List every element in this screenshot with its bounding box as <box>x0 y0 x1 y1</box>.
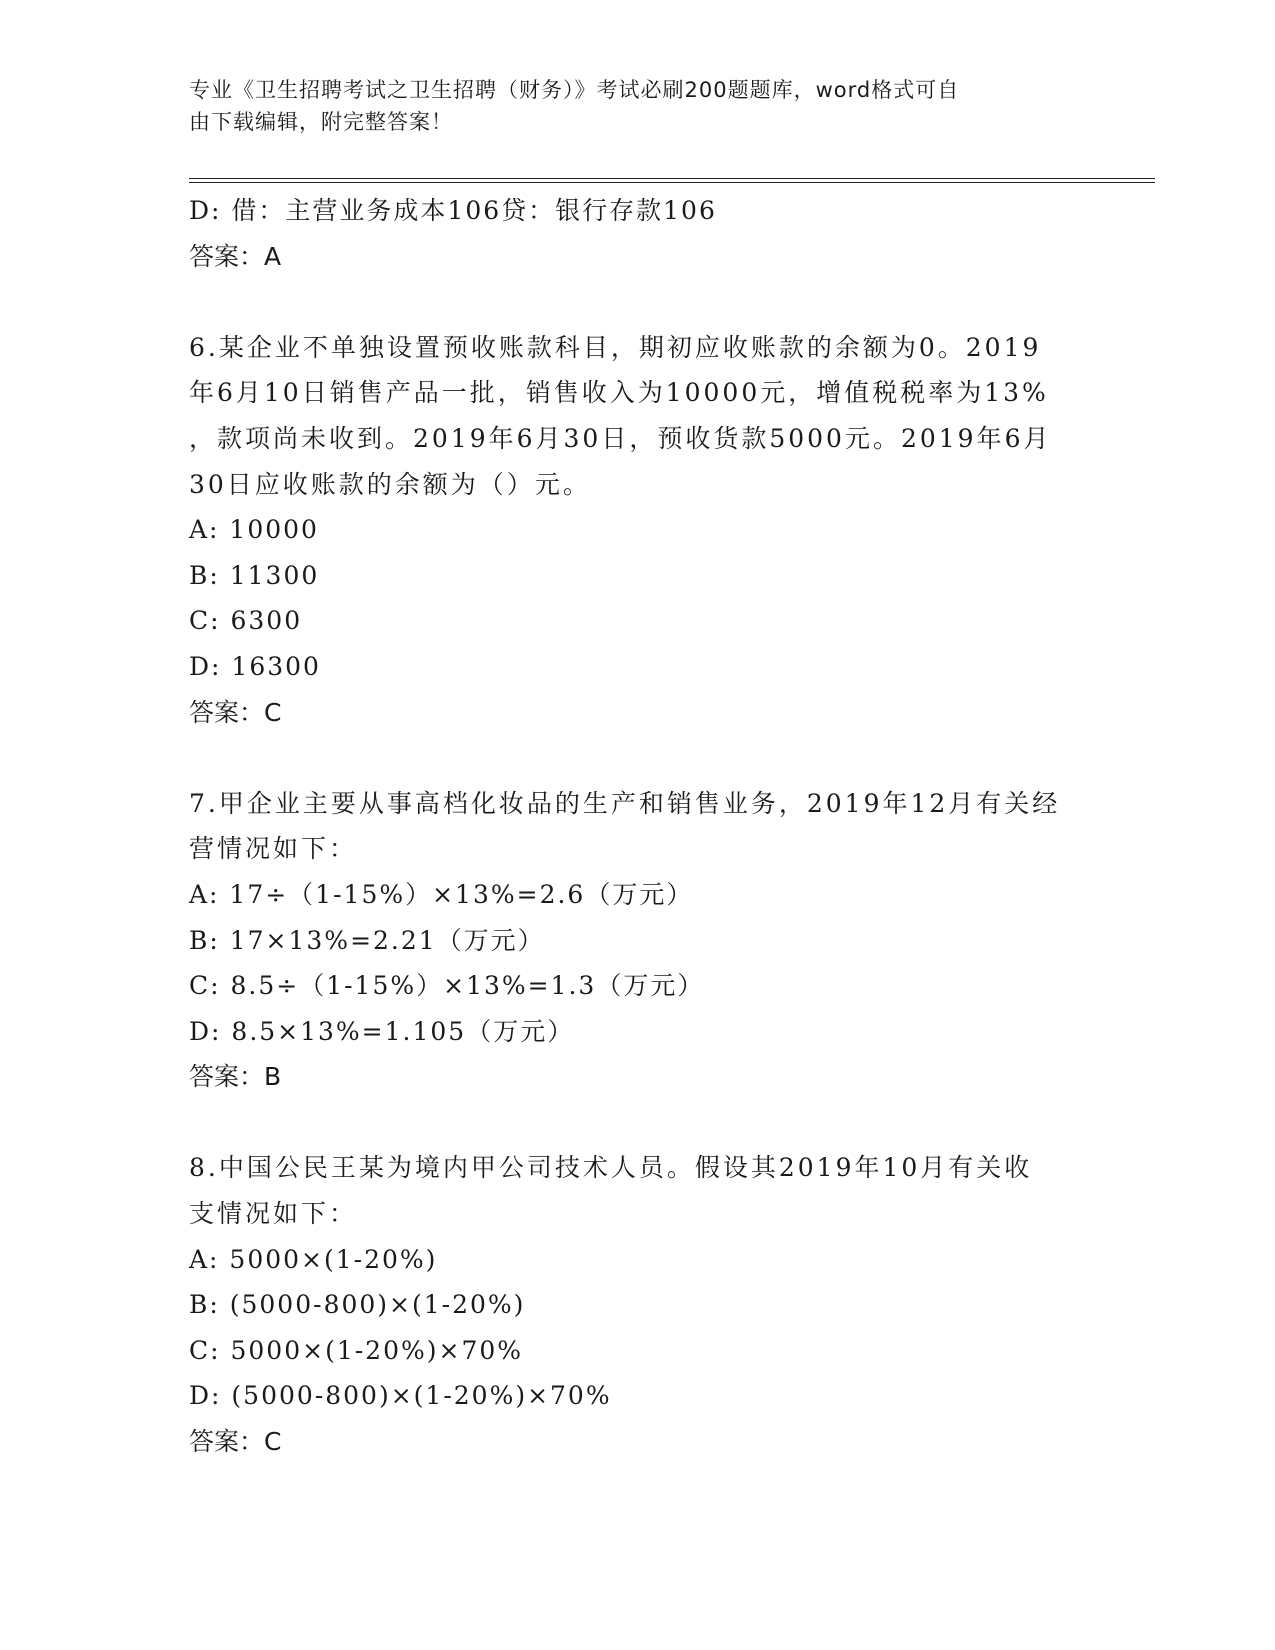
spacer <box>189 735 1089 781</box>
question-6-answer: 答案：C <box>189 697 282 727</box>
question-6-text <box>189 325 1089 507</box>
question-6-line-4: 30日应收账款的余额为（）元。 <box>189 469 591 499</box>
question-8-answer: 答案：C <box>189 1427 282 1457</box>
question-7-text <box>189 781 1089 872</box>
header-rule-top <box>189 178 1155 179</box>
question-8-option-a: A: 5000×(1-20%) <box>189 1244 438 1274</box>
question-8-line-2: 支情况如下： <box>189 1199 358 1229</box>
question-8-option-b: B: (5000-800)×(1-20%) <box>189 1290 526 1320</box>
document-header <box>189 74 1069 138</box>
question-7-option-b: B: 17×13%=2.21（万元） <box>189 925 545 955</box>
question-8-line-1: 8.中国公民王某为境内甲公司技术人员。假设其2019年10月有关收 <box>189 1153 1033 1183</box>
question-6-option-b: B: 11300 <box>189 560 320 590</box>
spacer <box>189 1100 1089 1146</box>
prev-option-d: D: 借：主营业务成本106贷：银行存款106 <box>189 196 717 225</box>
question-6-option-c: C: 6300 <box>189 606 303 636</box>
header-rule-bottom <box>189 182 1155 183</box>
document-body <box>189 188 1089 1465</box>
question-6-option-a: A: 10000 <box>189 515 319 545</box>
question-6-line-3: ，款项尚未收到。2019年6月30日，预收货款5000元。2019年6月 <box>189 423 1052 453</box>
question-6-line-2: 年6月10日销售产品一批，销售收入为10000元，增值税税率为13% <box>189 378 1049 408</box>
question-8-option-d: D: (5000-800)×(1-20%)×70% <box>189 1381 612 1411</box>
spacer <box>189 279 1089 325</box>
question-7-option-a: A: 17÷（1-15%）×13%=2.6（万元） <box>189 879 694 909</box>
question-7-option-d: D: 8.5×13%=1.105（万元） <box>189 1016 575 1046</box>
question-6-option-d: D: 16300 <box>189 651 321 681</box>
question-8-option-c: C: 5000×(1-20%)×70% <box>189 1335 524 1365</box>
question-7-line-2: 营情况如下： <box>189 834 358 864</box>
question-7-line-1: 7.甲企业主要从事高档化妆品的生产和销售业务，2019年12月有关经 <box>189 788 1061 818</box>
header-line-2: 由下载编辑，附完整答案！ <box>189 110 453 134</box>
question-8-text <box>189 1145 1089 1236</box>
question-7-option-c: C: 8.5÷（1-15%）×13%=1.3（万元） <box>189 971 705 1001</box>
prev-answer: 答案：A <box>189 241 282 271</box>
header-line-1: 专业《卫生招聘考试之卫生招聘（财务）》考试必刷200题题库，word格式可自 <box>189 78 960 102</box>
question-6-line-1: 6.某企业不单独设置预收账款科目，期初应收账款的余额为0。2019 <box>189 332 1042 362</box>
question-7-answer: 答案：B <box>189 1062 282 1092</box>
